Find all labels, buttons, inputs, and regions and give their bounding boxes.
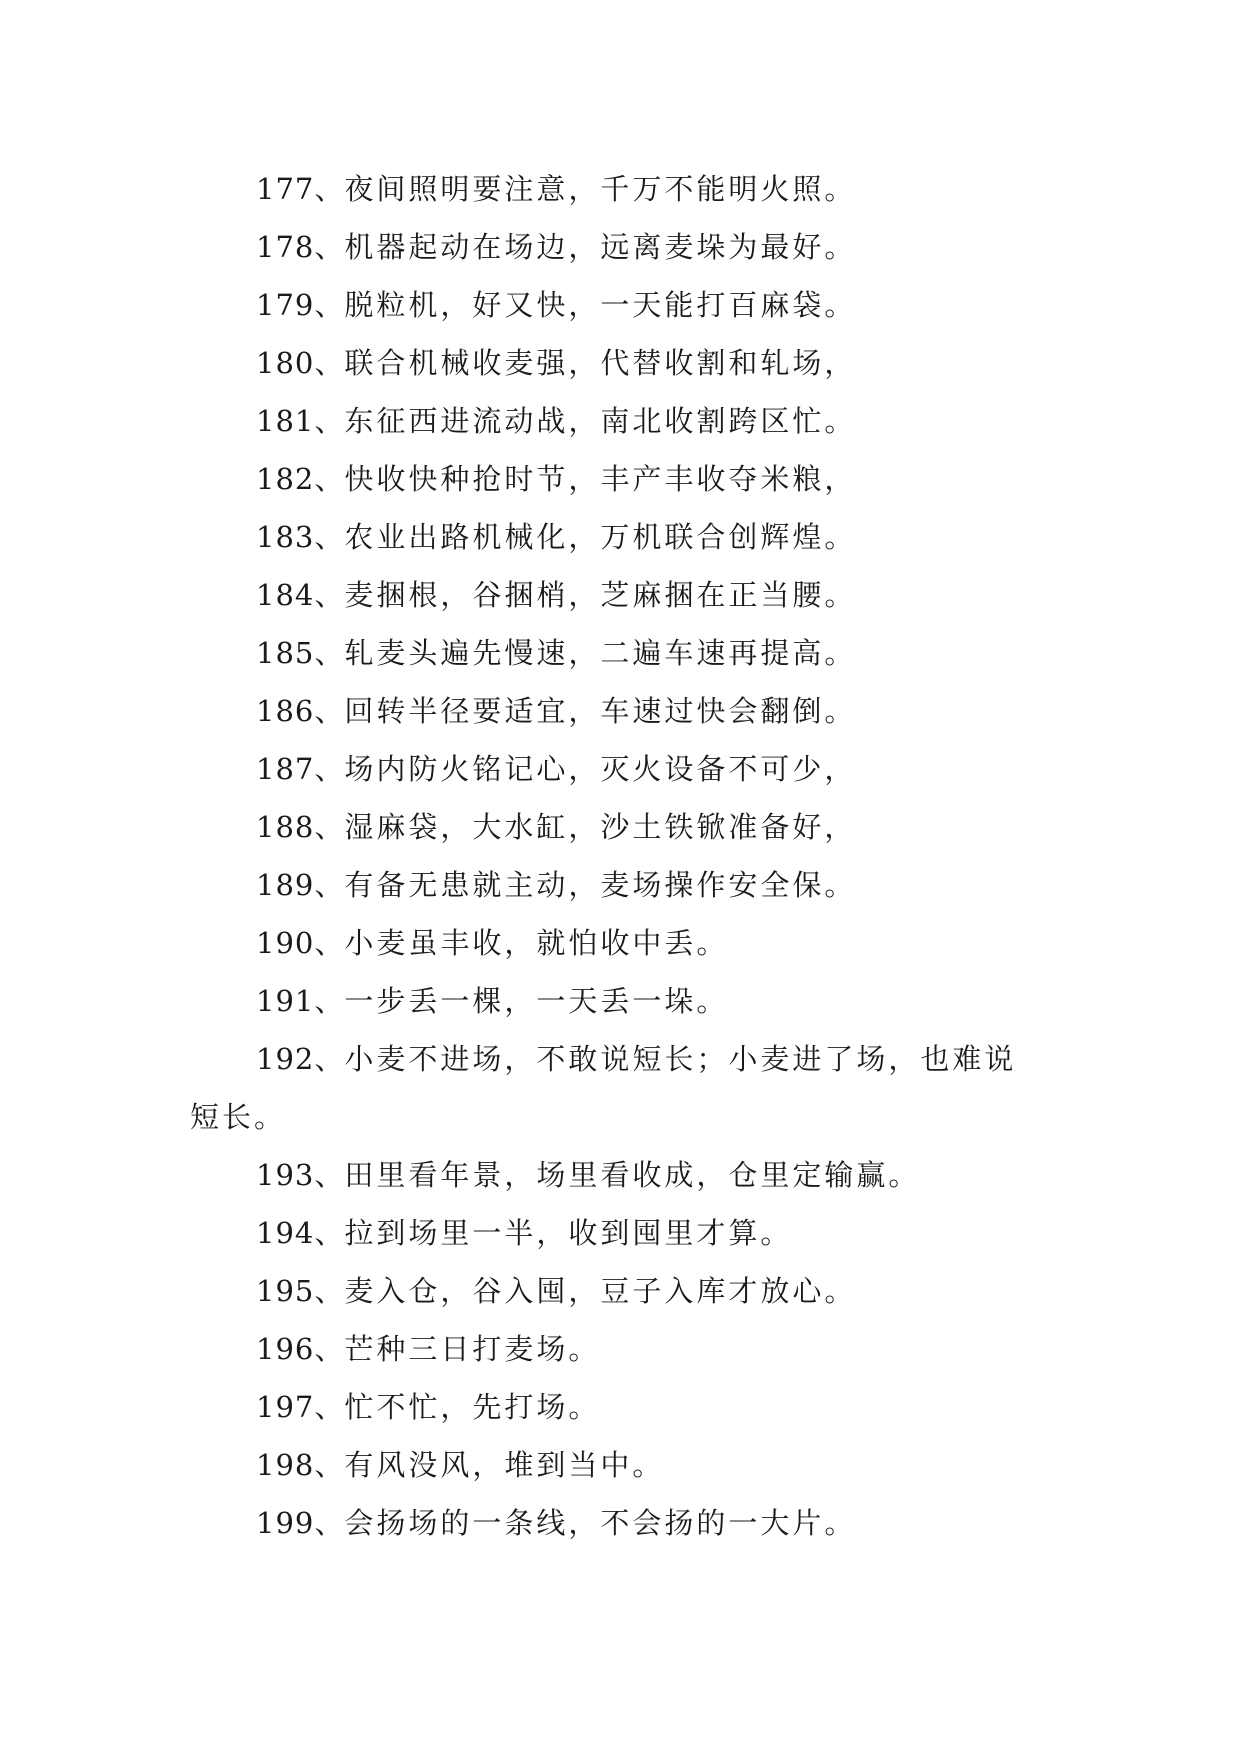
item-number: 183、 xyxy=(256,520,345,554)
item-text: 有备无患就主动，麦场操作安全保。 xyxy=(344,868,857,902)
item-number: 196、 xyxy=(256,1332,345,1366)
list-item xyxy=(190,1378,1050,1436)
list-item-continuation xyxy=(190,1088,1050,1146)
item-text: 一步丢一棵，一天丢一垛。 xyxy=(344,984,729,1018)
list-item xyxy=(190,566,1050,624)
item-text: 脱粒机，好又快，一天能打百麻袋。 xyxy=(344,288,857,322)
list-item xyxy=(190,218,1050,276)
list-item xyxy=(190,972,1050,1030)
item-number: 190、 xyxy=(256,926,345,960)
list-item xyxy=(190,1204,1050,1262)
item-text: 联合机械收麦强，代替收割和轧场， xyxy=(344,346,857,380)
item-text: 农业出路机械化，万机联合创辉煌。 xyxy=(344,520,857,554)
item-text: 会扬场的一条线，不会扬的一大片。 xyxy=(344,1506,857,1540)
item-text: 麦入仓，谷入囤，豆子入库才放心。 xyxy=(344,1274,857,1308)
list-item xyxy=(190,1320,1050,1378)
item-text: 回转半径要适宜，车速过快会翻倒。 xyxy=(344,694,857,728)
list-item xyxy=(190,740,1050,798)
item-text: 轧麦头遍先慢速，二遍车速再提高。 xyxy=(344,636,857,670)
list-item xyxy=(190,1494,1050,1552)
item-text: 夜间照明要注意，千万不能明火照。 xyxy=(344,172,857,206)
item-text: 有风没风，堆到当中。 xyxy=(344,1448,665,1482)
list-item xyxy=(190,914,1050,972)
item-number: 178、 xyxy=(256,230,345,264)
list-item xyxy=(190,392,1050,450)
item-text: 小麦不进场，不敢说短长；小麦进了场，也难说 xyxy=(344,1042,1017,1076)
item-number: 179、 xyxy=(256,288,345,322)
item-number: 185、 xyxy=(256,636,345,670)
item-text: 机器起动在场边，远离麦垛为最好。 xyxy=(344,230,857,264)
item-number: 198、 xyxy=(256,1448,345,1482)
item-text: 小麦虽丰收，就怕收中丢。 xyxy=(344,926,729,960)
list-item xyxy=(190,450,1050,508)
list-item xyxy=(190,1146,1050,1204)
list-item xyxy=(190,624,1050,682)
list-item xyxy=(190,276,1050,334)
list-item xyxy=(190,1262,1050,1320)
item-text: 麦捆根，谷捆梢，芝麻捆在正当腰。 xyxy=(344,578,857,612)
list-item xyxy=(190,508,1050,566)
item-number: 197、 xyxy=(256,1390,345,1424)
list-item xyxy=(190,682,1050,740)
item-number: 193、 xyxy=(256,1158,345,1192)
item-text: 东征西进流动战，南北收割跨区忙。 xyxy=(344,404,857,438)
item-text: 田里看年景，场里看收成，仓里定输赢。 xyxy=(344,1158,921,1192)
item-number: 199、 xyxy=(256,1506,345,1540)
item-text: 忙不忙，先打场。 xyxy=(344,1390,601,1424)
item-number: 188、 xyxy=(256,810,345,844)
list-item xyxy=(190,334,1050,392)
item-number: 187、 xyxy=(256,752,345,786)
item-text: 拉到场里一半，收到囤里才算。 xyxy=(344,1216,793,1250)
list-item xyxy=(190,798,1050,856)
item-number: 195、 xyxy=(256,1274,345,1308)
item-text: 湿麻袋，大水缸，沙土铁锨准备好， xyxy=(344,810,857,844)
document-body xyxy=(190,160,1050,1552)
item-number: 192、 xyxy=(256,1042,345,1076)
item-number: 189、 xyxy=(256,868,345,902)
list-item xyxy=(190,1030,1050,1088)
item-number: 180、 xyxy=(256,346,345,380)
item-number: 191、 xyxy=(256,984,345,1018)
item-number: 184、 xyxy=(256,578,345,612)
item-number: 194、 xyxy=(256,1216,345,1250)
item-number: 181、 xyxy=(256,404,345,438)
list-item xyxy=(190,160,1050,218)
item-number: 182、 xyxy=(256,462,345,496)
item-number: 177、 xyxy=(256,172,345,206)
item-text: 快收快种抢时节，丰产丰收夺米粮， xyxy=(344,462,857,496)
list-item xyxy=(190,1436,1050,1494)
item-text: 场内防火铭记心，灭火设备不可少， xyxy=(344,752,857,786)
item-text-continuation: 短长。 xyxy=(190,1100,287,1134)
item-text: 芒种三日打麦场。 xyxy=(344,1332,601,1366)
item-number: 186、 xyxy=(256,694,345,728)
list-item xyxy=(190,856,1050,914)
